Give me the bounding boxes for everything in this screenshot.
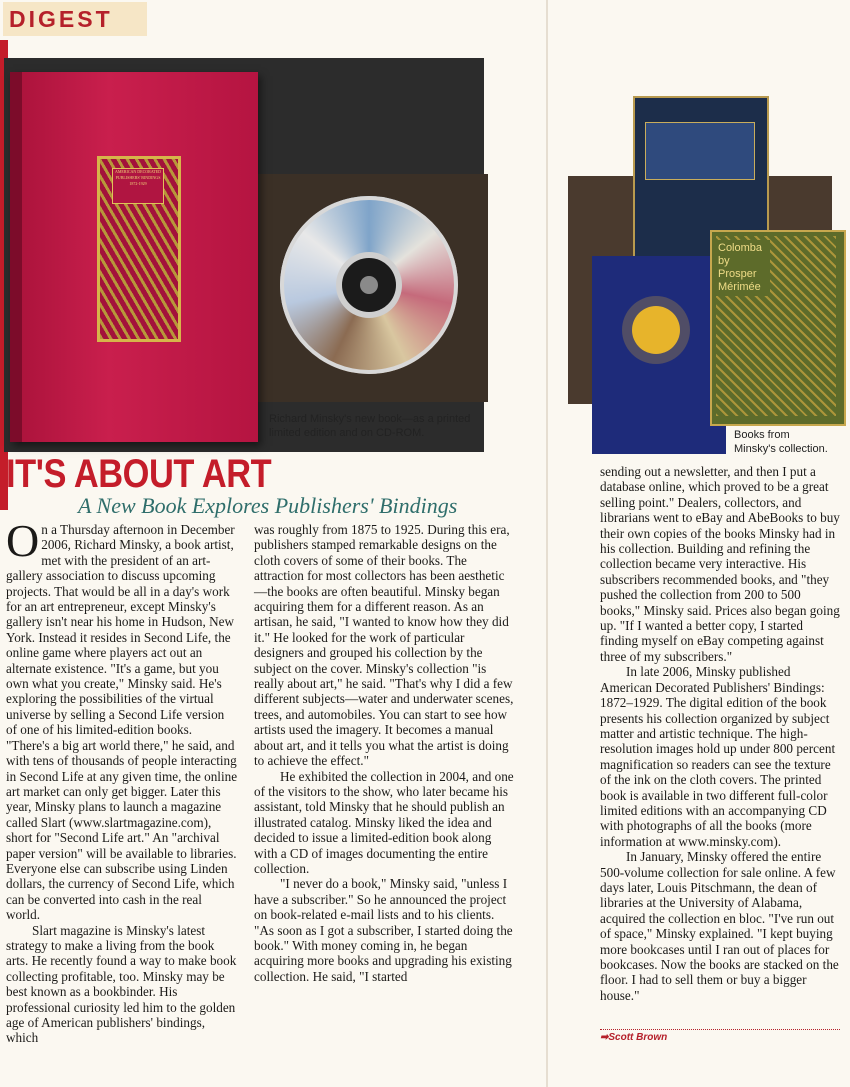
photo-caption-left: Richard Minsky's new book—as a printed limited edition and on CD-ROM. bbox=[269, 413, 471, 439]
article-column-2 bbox=[254, 522, 516, 984]
article-column-1 bbox=[6, 515, 238, 1046]
paragraph: "I never do a book," Minsky said, "unless I have a subscriber." So he announced the project on book-related e-mail lists and to his clients. "As soon as I got a subscriber, I started doing the book." With money coming in, he began acquiring more books and upgrading his existing collection. He said, "I started bbox=[254, 876, 513, 984]
headline: IT'S ABOUT ART bbox=[6, 452, 272, 496]
subheadline: A New Book Explores Publishers' Bindings bbox=[78, 493, 458, 518]
paragraph: In January, Minsky offered the entire 500-volume collection for sale online. A few days later, Louis Pitschmann, the dean of libraries at the University of Alabama, acquired the collection en bloc. "I've run out of space," Minsky explained. "I kept buying more bookcases until I ran out of places for bookcases. Now the books are stacked on the floor. I had to sell them or buy a bigger house." bbox=[600, 849, 839, 1003]
cd-spindle-hole bbox=[360, 276, 378, 294]
paragraph: In late 2006, Minsky published American Decorated Publishers' Bindings: 1872–1929. The digital edition of the book presents his collection organized by subject matter and artistic technique. The high-resolution images hold up under 800 percent magnification so readers can see the texture of the ink on the cloth covers. The printed book is available in two different full-color limited editions with an accompanying CD with photographs of all the books (more information at www.minsky.com). bbox=[600, 664, 836, 849]
sun-book-cover bbox=[592, 256, 726, 454]
page-gutter bbox=[546, 0, 548, 1087]
section-tag: DIGEST bbox=[3, 2, 147, 36]
drop-cap: O bbox=[6, 515, 40, 566]
paragraph: He exhibited the collection in 2004, and one of the visitors to the show, who later became his assistant, told Minsky that he should publish an illustrated catalog. Minsky liked the idea and decided to issue a limited-edition book along with a CD of images documenting the entire collection. bbox=[254, 768, 514, 876]
sun-ornament bbox=[632, 306, 680, 354]
photo-caption-right: Books from Minsky's collection. bbox=[734, 429, 828, 455]
byline: ➡Scott Brown bbox=[600, 1032, 668, 1043]
paragraph: Slart magazine is Minsky's latest strategy to make a living from the book arts. He recently found a way to make book collecting profitable, too. Minsky may be best known as a bookbinder. His professional curiosity led him to the golden age of American publishers' bindings, which bbox=[6, 922, 237, 1046]
article-column-3 bbox=[600, 464, 840, 1003]
book-cover-title: AMERICAN DECORATED PUBLISHERS' BINDINGS 1872-1929 bbox=[112, 168, 164, 204]
paragraph: sending out a newsletter, and then I put a database online, which proved to be a great selling point." Dealers, collectors, and librarians went to eBay and AbeBooks to buy their own copies of the books Minsky had in his collection. Building and refining the collection became very interactive. His subscribers recommended books, and "they pushed the collection from 200 to 500 books," Minsky said. Prices also began going up. "If I wanted a better copy, I started finding myself on eBay competing against three of my subscribers." bbox=[600, 464, 840, 664]
blue-book-illustration bbox=[645, 122, 755, 180]
colomba-book-label: Colomba by Prosper Mérimée bbox=[716, 240, 770, 296]
byline-rule bbox=[600, 1029, 840, 1030]
red-book-spine bbox=[10, 72, 22, 442]
paragraph: was roughly from 1875 to 1925. During this era, publishers stamped remarkable designs on the cloth covers of some of their books. The attraction for most collectors has been aesthetic—the books are often beautiful. Minsky began acquiring them for a different reason. As an artisan, he said, "I wanted to know how they did it." He looked for the work of particular designers and grouped his collection by the subject on the cover. Minsky's collection "is really about art," he said. "That's why I did a few different subjects—water and underwater scenes, trees, and automobiles. You can start to see how artists used the imagery. It becomes a manual about art, and it tells you what the artist is doing to achieve the effect." bbox=[254, 522, 514, 769]
paragraph: On a Thursday afternoon in December 2006, Richard Minsky, a book artist, met with the president of an art-gallery association to discuss upcoming projects. That would be all in a day's work for an art entrepreneur, except Minsky's gallery isn't near his home in Hudson, New York. Instead it resides in Second Life, the online game where players act out an alternate existence. "It's a game, but you own what you create," Minsky said. He's exploring the possibilities of the virtual universe by selling a Second Life version of one of his limited-edition books. "There's a big art world there," he said, and with tens of thousands of people interacting in Second Life at any given time, the online art market can only get bigger. Later this year, Minsky plans to launch a magazine called Slart (www.slartmagazine.com), short for "Second Life art." An "archival paper version" will be available to libraries. Everyone else can subscribe using Linden dollars, the currency of Second Life, which can be converted into cash in the real world. bbox=[6, 515, 238, 923]
